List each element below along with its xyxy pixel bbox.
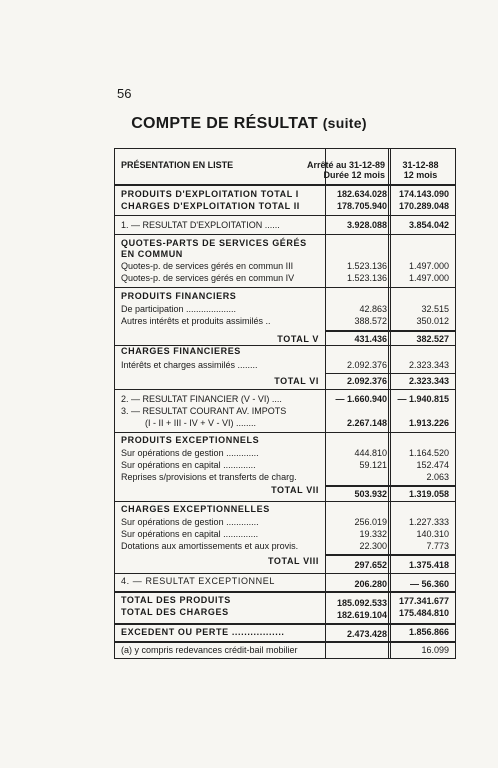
- subtotal-rule: [325, 330, 455, 332]
- value-1988: 32.515: [421, 304, 449, 314]
- title-text: COMPTE DE RÉSULTAT: [131, 115, 318, 132]
- page-title: [0, 115, 498, 133]
- section-title: PRODUITS FINANCIERS: [121, 291, 237, 301]
- value-1988: 382.527: [416, 334, 449, 344]
- page-number: 56: [117, 86, 132, 101]
- value-1988: — 56.360: [409, 579, 449, 589]
- total-label: TOTAL VII: [271, 485, 319, 495]
- value-1988: 3.854.042: [408, 220, 449, 230]
- row-label: Quotes-p. de services gérés en commun IV: [121, 273, 295, 283]
- column-divider-double: [388, 149, 391, 658]
- income-statement-table: [114, 148, 456, 659]
- row-label: (I - II + III - IV + V - VI) ........: [145, 418, 257, 428]
- subtotal-rule: [325, 485, 455, 487]
- row-label: Sur opérations de gestion .............: [121, 517, 259, 527]
- row-label: Quotes-p. de services gérés en commun III: [121, 261, 294, 271]
- value-1989: 59.121: [359, 460, 387, 470]
- row-divider: [115, 501, 455, 502]
- section-title: PRODUITS EXCEPTIONNELS: [121, 435, 260, 445]
- value-1989: 206.280: [354, 579, 387, 589]
- value-1988: 1.497.000: [408, 261, 449, 271]
- row-label: Dotations aux amortissements et aux provis.: [121, 541, 299, 551]
- value-1989: 3.928.088: [346, 220, 387, 230]
- value-1988: 1.227.333: [408, 517, 449, 527]
- row-divider: [115, 591, 455, 593]
- row-label: EXCEDENT OU PERTE .................: [121, 627, 285, 637]
- value-1989: 182.619.104: [336, 610, 387, 620]
- value-1989: 1.523.136: [346, 273, 387, 283]
- value-1989: 182.634.028: [336, 189, 387, 199]
- value-1989: 2.473.428: [346, 629, 387, 639]
- header-label: PRÉSENTATION EN LISTE: [121, 160, 234, 170]
- row-label: Reprises s/provisions et transferts de charg.: [121, 472, 297, 482]
- value-1989: 22.300: [359, 541, 387, 551]
- value-1989: 503.932: [354, 489, 387, 499]
- row-label: 2. — RESULTAT FINANCIER (V - VI) ....: [121, 394, 282, 404]
- header-divider: [115, 184, 455, 186]
- value-1988: 1.497.000: [408, 273, 449, 283]
- value-1988: 350.012: [416, 316, 449, 326]
- row-label: TOTAL DES CHARGES: [121, 607, 229, 617]
- row-divider: [115, 432, 455, 433]
- row-label: Autres intérêts et produits assimilés ..: [121, 316, 271, 326]
- row-divider: [115, 234, 455, 235]
- section-title: CHARGES FINANCIERES: [121, 346, 241, 356]
- value-1988: 1.913.226: [408, 418, 449, 428]
- row-label: Sur opérations en capital ..............: [121, 529, 259, 539]
- row-label: 1. — RESULTAT D'EXPLOITATION ......: [121, 220, 280, 230]
- row-divider: [115, 623, 455, 625]
- row-label: TOTAL DES PRODUITS: [121, 595, 231, 605]
- value-1988: 174.143.090: [398, 189, 449, 199]
- value-1988: 1.164.520: [408, 448, 449, 458]
- value-1988: 177.341.677: [398, 596, 449, 606]
- row-label: Intérêts et charges assimilés ........: [121, 360, 258, 370]
- value-1989: 388.572: [354, 316, 387, 326]
- column-divider: [325, 149, 326, 658]
- value-1989: 2.267.148: [346, 418, 387, 428]
- header-col1-line1: Arrêté au 31-12-89: [306, 160, 385, 170]
- subtotal-rule: [325, 373, 455, 374]
- value-1988: 16.099: [421, 645, 449, 655]
- value-1988: 170.289.048: [398, 201, 449, 211]
- total-label: TOTAL VI: [274, 376, 319, 386]
- value-1988: 2.063: [426, 472, 449, 482]
- value-1988: 1.319.058: [408, 489, 449, 499]
- value-1989: 2.092.376: [346, 360, 387, 370]
- row-label: PRODUITS D'EXPLOITATION TOTAL I: [121, 189, 299, 199]
- total-label: TOTAL VIII: [267, 556, 319, 566]
- row-label: CHARGES D'EXPLOITATION TOTAL II: [121, 201, 300, 211]
- value-1989: 256.019: [354, 517, 387, 527]
- section-title: QUOTES-PARTS DE SERVICES GÉRÉS: [121, 238, 307, 248]
- title-suffix: (suite): [322, 115, 367, 131]
- row-label: Sur opérations de gestion .............: [121, 448, 259, 458]
- value-1988: 1.375.418: [408, 560, 449, 570]
- value-1988: 2.323.343: [408, 376, 449, 386]
- value-1988: 140.310: [416, 529, 449, 539]
- value-1989: 431.436: [354, 334, 387, 344]
- row-label: 4. — RESULTAT EXCEPTIONNEL: [121, 576, 275, 586]
- total-label: TOTAL V: [277, 334, 319, 344]
- row-label: 3. — RESULTAT COURANT AV. IMPOTS: [121, 406, 287, 416]
- value-1989: 178.705.940: [336, 201, 387, 211]
- header-col2-line1: 31-12-88: [402, 160, 439, 170]
- value-1989: 42.863: [359, 304, 387, 314]
- value-1989: 2.092.376: [346, 376, 387, 386]
- row-divider: [115, 641, 455, 643]
- value-1988: 152.474: [416, 460, 449, 470]
- section-title: EN COMMUN: [121, 249, 183, 259]
- value-1989: 185.092.533: [336, 598, 387, 608]
- row-divider: [115, 389, 455, 390]
- row-label: De participation ....................: [121, 304, 237, 314]
- row-label: Sur opérations en capital .............: [121, 460, 256, 470]
- value-1988: 7.773: [426, 541, 449, 551]
- value-1988: 1.856.866: [408, 627, 449, 637]
- value-1989: — 1.660.940: [335, 394, 387, 404]
- value-1989: 444.810: [354, 448, 387, 458]
- section-title: CHARGES EXCEPTIONNELLES: [121, 504, 270, 514]
- row-divider: [115, 215, 455, 216]
- row-divider: [115, 573, 455, 574]
- value-1989: 1.523.136: [346, 261, 387, 271]
- value-1988: 175.484.810: [398, 608, 449, 618]
- footnote-label: (a) y compris redevances crédit-bail mobilier: [121, 645, 298, 655]
- value-1988: — 1.940.815: [397, 394, 449, 404]
- value-1989: 297.652: [354, 560, 387, 570]
- header-col1-line2: Durée 12 mois: [323, 170, 385, 180]
- subtotal-rule: [325, 554, 455, 556]
- value-1989: 19.332: [359, 529, 387, 539]
- header-col2-line2: 12 mois: [403, 170, 438, 180]
- value-1988: 2.323.343: [408, 360, 449, 370]
- row-divider: [115, 287, 455, 288]
